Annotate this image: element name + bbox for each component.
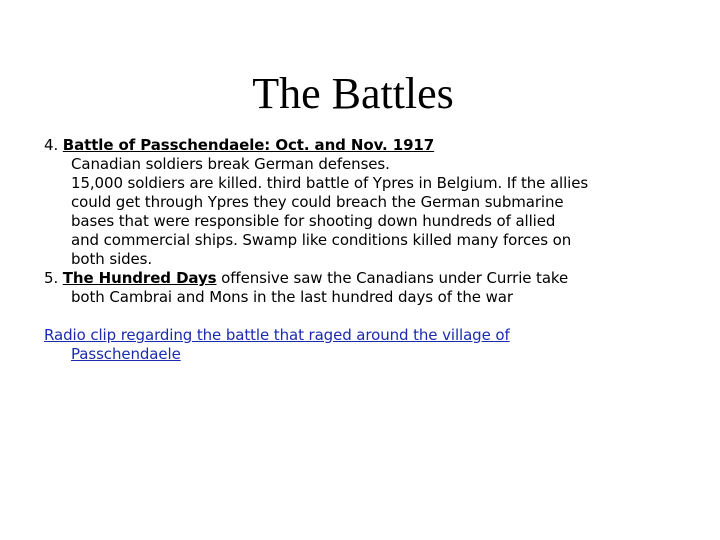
radio-clip-link-line-1[interactable]: Radio clip regarding the battle that raged around the village of (44, 326, 510, 344)
item-4-line-4: bases that were responsible for shooting down hundreds of allied (71, 212, 556, 230)
item-5-rest: offensive saw the Canadians under Currie take (216, 269, 569, 287)
item-4-line-2: 15,000 soldiers are killed. third battle of Ypres in Belgium. If the allies (71, 174, 589, 192)
item-5-line-2: both Cambrai and Mons in the last hundred days of the war (71, 288, 513, 306)
slide-body (44, 136, 684, 364)
item-4-line-3: could get through Ypres they could breach the German submarine (71, 193, 564, 211)
slide-title: The Battles (252, 69, 454, 118)
item-4-line-5: and commercial ships. Swamp like conditions killed many forces on (71, 231, 572, 249)
item-4-heading: Battle of Passchendaele: Oct. and Nov. 1917 (62, 136, 435, 154)
item-4-number: 4. (44, 136, 63, 154)
item-4-line-6: both sides. (71, 250, 153, 268)
item-4-heading-line (44, 136, 684, 155)
radio-clip-link[interactable] (44, 326, 684, 364)
item-4-line-1: Canadian soldiers break German defenses. (71, 155, 390, 173)
paragraph-spacer (44, 307, 684, 326)
item-5-number: 5. (44, 269, 63, 287)
radio-clip-link-line-2[interactable]: Passchendaele (71, 345, 181, 363)
item-5-heading: The Hundred Days (62, 269, 217, 287)
item-5-heading-line (44, 269, 684, 288)
